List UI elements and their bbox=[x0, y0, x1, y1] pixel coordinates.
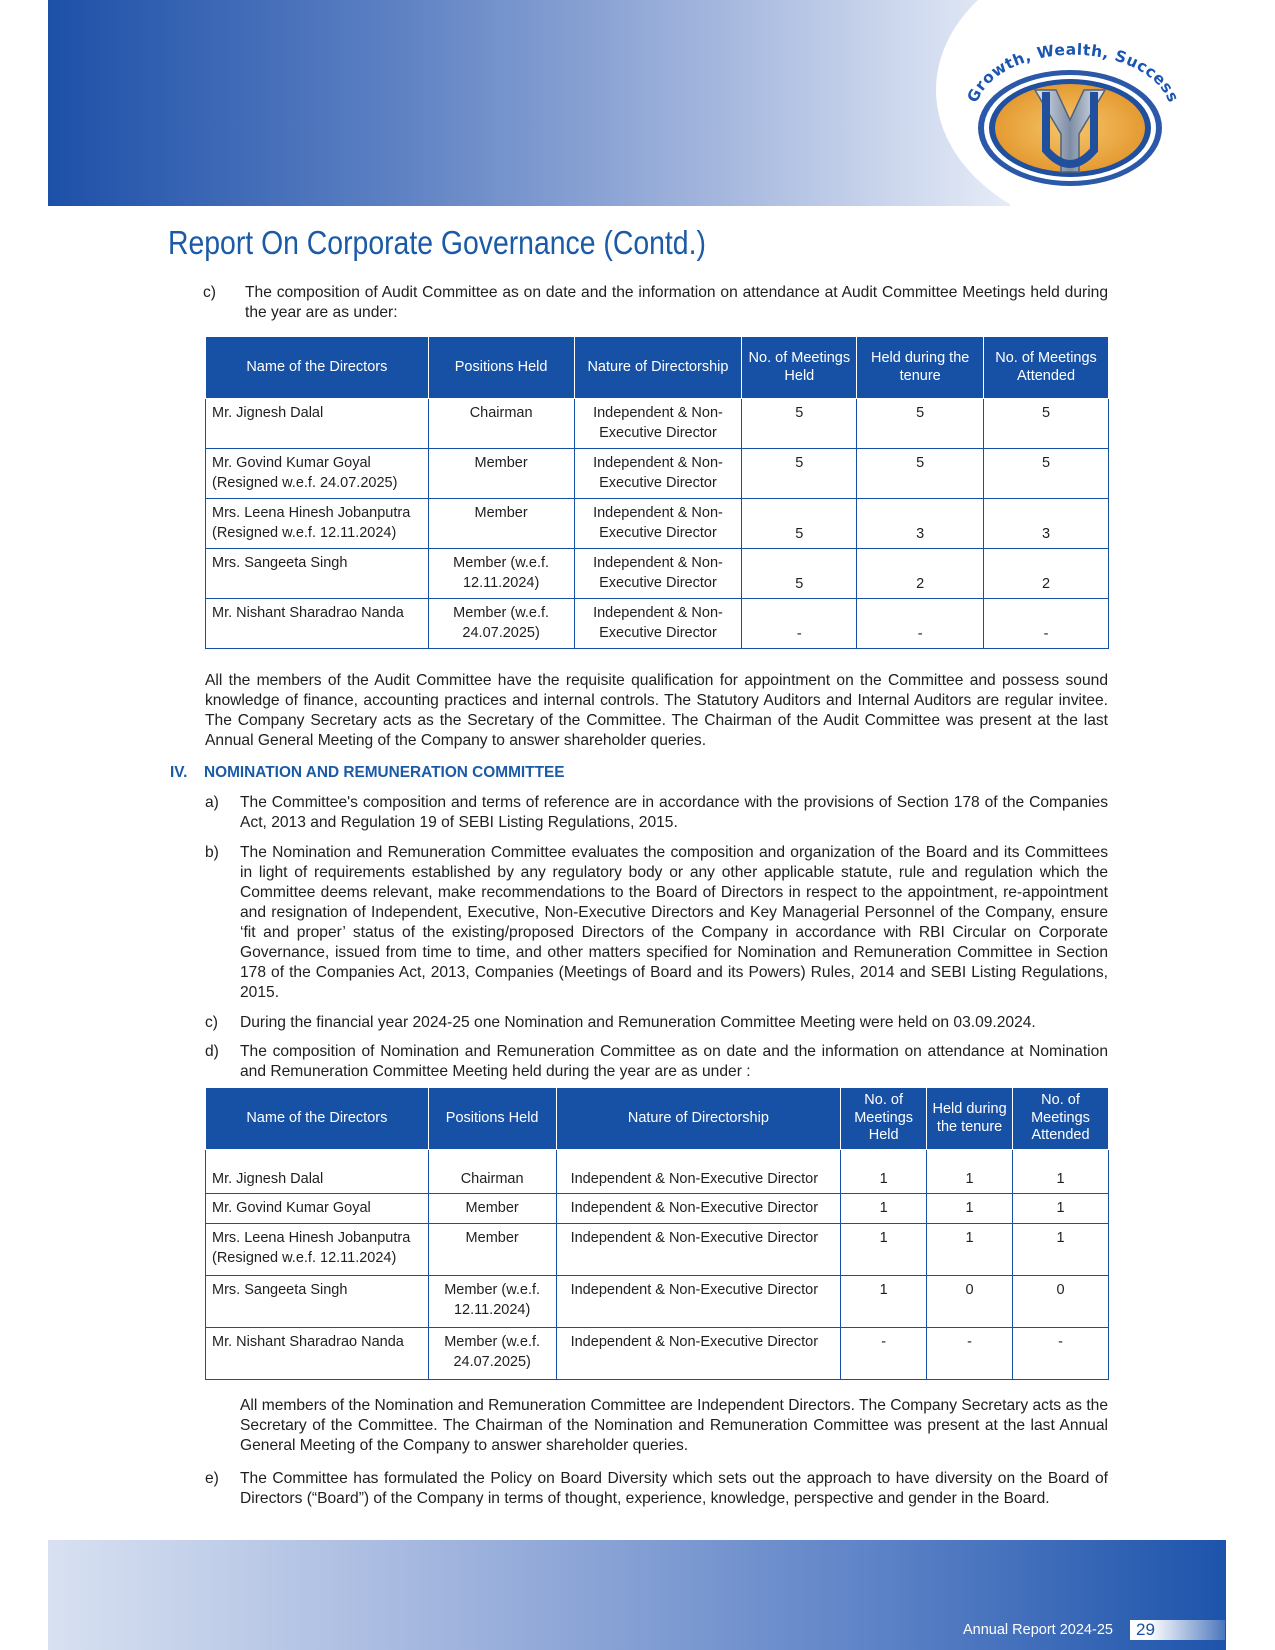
item-c2-text: During the financial year 2024-25 one Nomination and Remuneration Committee Meeting were held on 03.09.2024. bbox=[240, 1014, 1036, 1031]
nrc-table bbox=[205, 1087, 1109, 1380]
nrc-note: All members of the Nomination and Remuneration Committee are Independent Directors. The Company Secretary acts as the Secretary of the Committee. The Chairman of the Nomination and Remuneration Committee was present at the last Annual General Meeting of the Company to answer shareholder queries. bbox=[240, 1397, 1108, 1454]
director-name: Mrs. Leena Hinesh Jobanputra (Resigned w.e.f. 12.11.2024) bbox=[206, 499, 429, 549]
director-name: Mr. Nishant Sharadrao Nanda bbox=[206, 1328, 429, 1380]
meetings-attended: 3 bbox=[984, 499, 1109, 549]
meetings-held: 1 bbox=[841, 1150, 927, 1194]
director-name: Mrs. Leena Hinesh Jobanputra (Resigned w.e.f. 12.11.2024) bbox=[206, 1224, 429, 1276]
position-held: Member bbox=[428, 1194, 556, 1224]
directorship-nature: Independent & Non-Executive Director bbox=[556, 1224, 841, 1276]
directorship-nature: Independent & Non-Executive Director bbox=[574, 399, 742, 449]
directorship-nature: Independent & Non-Executive Director bbox=[574, 549, 742, 599]
column-header: No. of Meetings Held bbox=[841, 1088, 927, 1150]
position-held: Member (w.e.f. 12.11.2024) bbox=[428, 1276, 556, 1328]
column-header: No. of Meetings Held bbox=[742, 337, 857, 399]
directorship-nature: Independent & Non-Executive Director bbox=[556, 1276, 841, 1328]
directorship-nature: Independent & Non-Executive Director bbox=[574, 499, 742, 549]
directorship-nature: Independent & Non-Executive Director bbox=[556, 1194, 841, 1224]
meetings-held: 5 bbox=[742, 399, 857, 449]
meetings-held: 5 bbox=[742, 499, 857, 549]
meetings-attended: 2 bbox=[984, 549, 1109, 599]
table-header-row bbox=[206, 337, 1109, 399]
director-name: Mr. Jignesh Dalal bbox=[206, 399, 429, 449]
position-held: Chairman bbox=[428, 1150, 556, 1194]
section-heading bbox=[170, 764, 565, 782]
meetings-held: 5 bbox=[742, 549, 857, 599]
director-name: Mrs. Sangeeta Singh bbox=[206, 549, 429, 599]
table-row bbox=[206, 1276, 1109, 1328]
table-header-row bbox=[206, 1088, 1109, 1150]
page-title: Report On Corporate Governance (Contd.) bbox=[168, 224, 706, 261]
meetings-held: - bbox=[841, 1328, 927, 1380]
column-header: Positions Held bbox=[428, 337, 574, 399]
meetings-held: 5 bbox=[742, 449, 857, 499]
director-name: Mr. Govind Kumar Goyal (Resigned w.e.f. 24.07.2025) bbox=[206, 449, 429, 499]
item-d-text: The composition of Nomination and Remuneration Committee as on date and the information on attendance at Nomination and Remuneration Committee Meeting held during the year are as under : bbox=[240, 1043, 1108, 1080]
meetings-held: - bbox=[742, 599, 857, 649]
position-held: Chairman bbox=[428, 399, 574, 449]
section-title: NOMINATION AND REMUNERATION COMMITTEE bbox=[204, 764, 565, 781]
header-band bbox=[48, 0, 1010, 206]
position-held: Member (w.e.f. 12.11.2024) bbox=[428, 549, 574, 599]
table-row bbox=[206, 499, 1109, 549]
item-c-label: c) bbox=[203, 284, 216, 301]
column-header: Nature of Directorship bbox=[556, 1088, 841, 1150]
held-during-tenure: 2 bbox=[857, 549, 984, 599]
position-held: Member bbox=[428, 499, 574, 549]
logo-tagline: Growth, Wealth, Success bbox=[963, 40, 1183, 106]
table-row bbox=[206, 449, 1109, 499]
item-d-label: d) bbox=[205, 1043, 219, 1060]
meetings-attended: 0 bbox=[1013, 1276, 1109, 1328]
audit-committee-table bbox=[205, 336, 1109, 649]
column-header: Name of the Directors bbox=[206, 1088, 429, 1150]
meetings-held: 1 bbox=[841, 1224, 927, 1276]
position-held: Member (w.e.f. 24.07.2025) bbox=[428, 599, 574, 649]
held-during-tenure: 5 bbox=[857, 399, 984, 449]
item-e-label: e) bbox=[205, 1470, 219, 1487]
column-header: Nature of Directorship bbox=[574, 337, 742, 399]
meetings-attended: 1 bbox=[1013, 1194, 1109, 1224]
column-header: No. of Meetings Attended bbox=[984, 337, 1109, 399]
company-logo bbox=[958, 22, 1188, 192]
column-header: Held during the tenure bbox=[927, 1088, 1013, 1150]
item-c2-label: c) bbox=[205, 1014, 218, 1031]
held-during-tenure: - bbox=[927, 1328, 1013, 1380]
item-b-label: b) bbox=[205, 844, 219, 861]
table-row bbox=[206, 1328, 1109, 1380]
held-during-tenure: - bbox=[857, 599, 984, 649]
page-number: 29 bbox=[1136, 1620, 1155, 1639]
held-during-tenure: 1 bbox=[927, 1150, 1013, 1194]
meetings-held: 1 bbox=[841, 1276, 927, 1328]
director-name: Mr. Nishant Sharadrao Nanda bbox=[206, 599, 429, 649]
directorship-nature: Independent & Non-Executive Director bbox=[574, 599, 742, 649]
held-during-tenure: 3 bbox=[857, 499, 984, 549]
item-c-text: The composition of Audit Committee as on date and the information on attendance at Audit Committee Meetings held during the year are as under: bbox=[245, 284, 1108, 321]
item-a-label: a) bbox=[205, 794, 219, 811]
column-header: Held during the tenure bbox=[857, 337, 984, 399]
meetings-attended: - bbox=[1013, 1328, 1109, 1380]
column-header: No. of Meetings Attended bbox=[1013, 1088, 1109, 1150]
table-row bbox=[206, 399, 1109, 449]
director-name: Mrs. Sangeeta Singh bbox=[206, 1276, 429, 1328]
table-row bbox=[206, 549, 1109, 599]
meetings-held: 1 bbox=[841, 1194, 927, 1224]
held-during-tenure: 1 bbox=[927, 1224, 1013, 1276]
item-a-text: The Committee's composition and terms of reference are in accordance with the provisions of Section 178 of the Companies Act, 2013 and Regulation 19 of SEBI Listing Regulations, 2015. bbox=[240, 794, 1108, 831]
meetings-attended: 1 bbox=[1013, 1224, 1109, 1276]
item-e-text: The Committee has formulated the Policy on Board Diversity which sets out the approach to have diversity on the Board of Directors (“Board”) of the Company in terms of thought, experience, knowledge, perspective and gender in the Board. bbox=[240, 1470, 1108, 1507]
footer-report-label: Annual Report 2024-25 bbox=[963, 1622, 1113, 1638]
directorship-nature: Independent & Non-Executive Director bbox=[574, 449, 742, 499]
position-held: Member bbox=[428, 449, 574, 499]
held-during-tenure: 0 bbox=[927, 1276, 1013, 1328]
table-row bbox=[206, 599, 1109, 649]
section-number: IV. bbox=[170, 764, 188, 781]
position-held: Member (w.e.f. 24.07.2025) bbox=[428, 1328, 556, 1380]
meetings-attended: - bbox=[984, 599, 1109, 649]
table-row bbox=[206, 1194, 1109, 1224]
column-header: Name of the Directors bbox=[206, 337, 429, 399]
table-row bbox=[206, 1224, 1109, 1276]
director-name: Mr. Govind Kumar Goyal bbox=[206, 1194, 429, 1224]
meetings-attended: 5 bbox=[984, 449, 1109, 499]
directorship-nature: Independent & Non-Executive Director bbox=[556, 1328, 841, 1380]
meetings-attended: 5 bbox=[984, 399, 1109, 449]
column-header: Positions Held bbox=[428, 1088, 556, 1150]
position-held: Member bbox=[428, 1224, 556, 1276]
audit-committee-note: All the members of the Audit Committee have the requisite qualification for appointment on the Committee and possess sound knowledge of finance, accounting practices and internal controls. The Statutory Auditors and Internal Auditors are regular invitee. The Company Secretary acts as the Secretary of the Committee. The Chairman of the Audit Committee was present at the last Annual General Meeting of the Company to answer shareholder queries. bbox=[205, 672, 1108, 749]
table-row bbox=[206, 1150, 1109, 1194]
meetings-attended: 1 bbox=[1013, 1150, 1109, 1194]
directorship-nature: Independent & Non-Executive Director bbox=[556, 1150, 841, 1194]
held-during-tenure: 1 bbox=[927, 1194, 1013, 1224]
director-name: Mr. Jignesh Dalal bbox=[206, 1150, 429, 1194]
item-b-text: The Nomination and Remuneration Committee evaluates the composition and organization of the Board and its Committees in light of requirements established by any regulatory body or any other applicable statute, rule and regulation which the Committee deems relevant, make recommendations to the Board of Directors in respect to the appointment, re-appointment and resignation of Independent, Executive, Non-Executive Directors and Key Managerial Personnel of the Company, ensure ‘fit and proper’ status of the existing/proposed Directors of the Company in accordance with RBI Circular on Corporate Governance, issued from time to time, and other matters specified for Nomination and Remuneration Committee in Section 178 of the Companies Act, 2013, Companies (Meetings of Board and its Powers) Rules, 2014 and SEBI Listing Regulations, 2015. bbox=[240, 844, 1108, 1001]
held-during-tenure: 5 bbox=[857, 449, 984, 499]
page-number-box bbox=[1130, 1620, 1225, 1640]
